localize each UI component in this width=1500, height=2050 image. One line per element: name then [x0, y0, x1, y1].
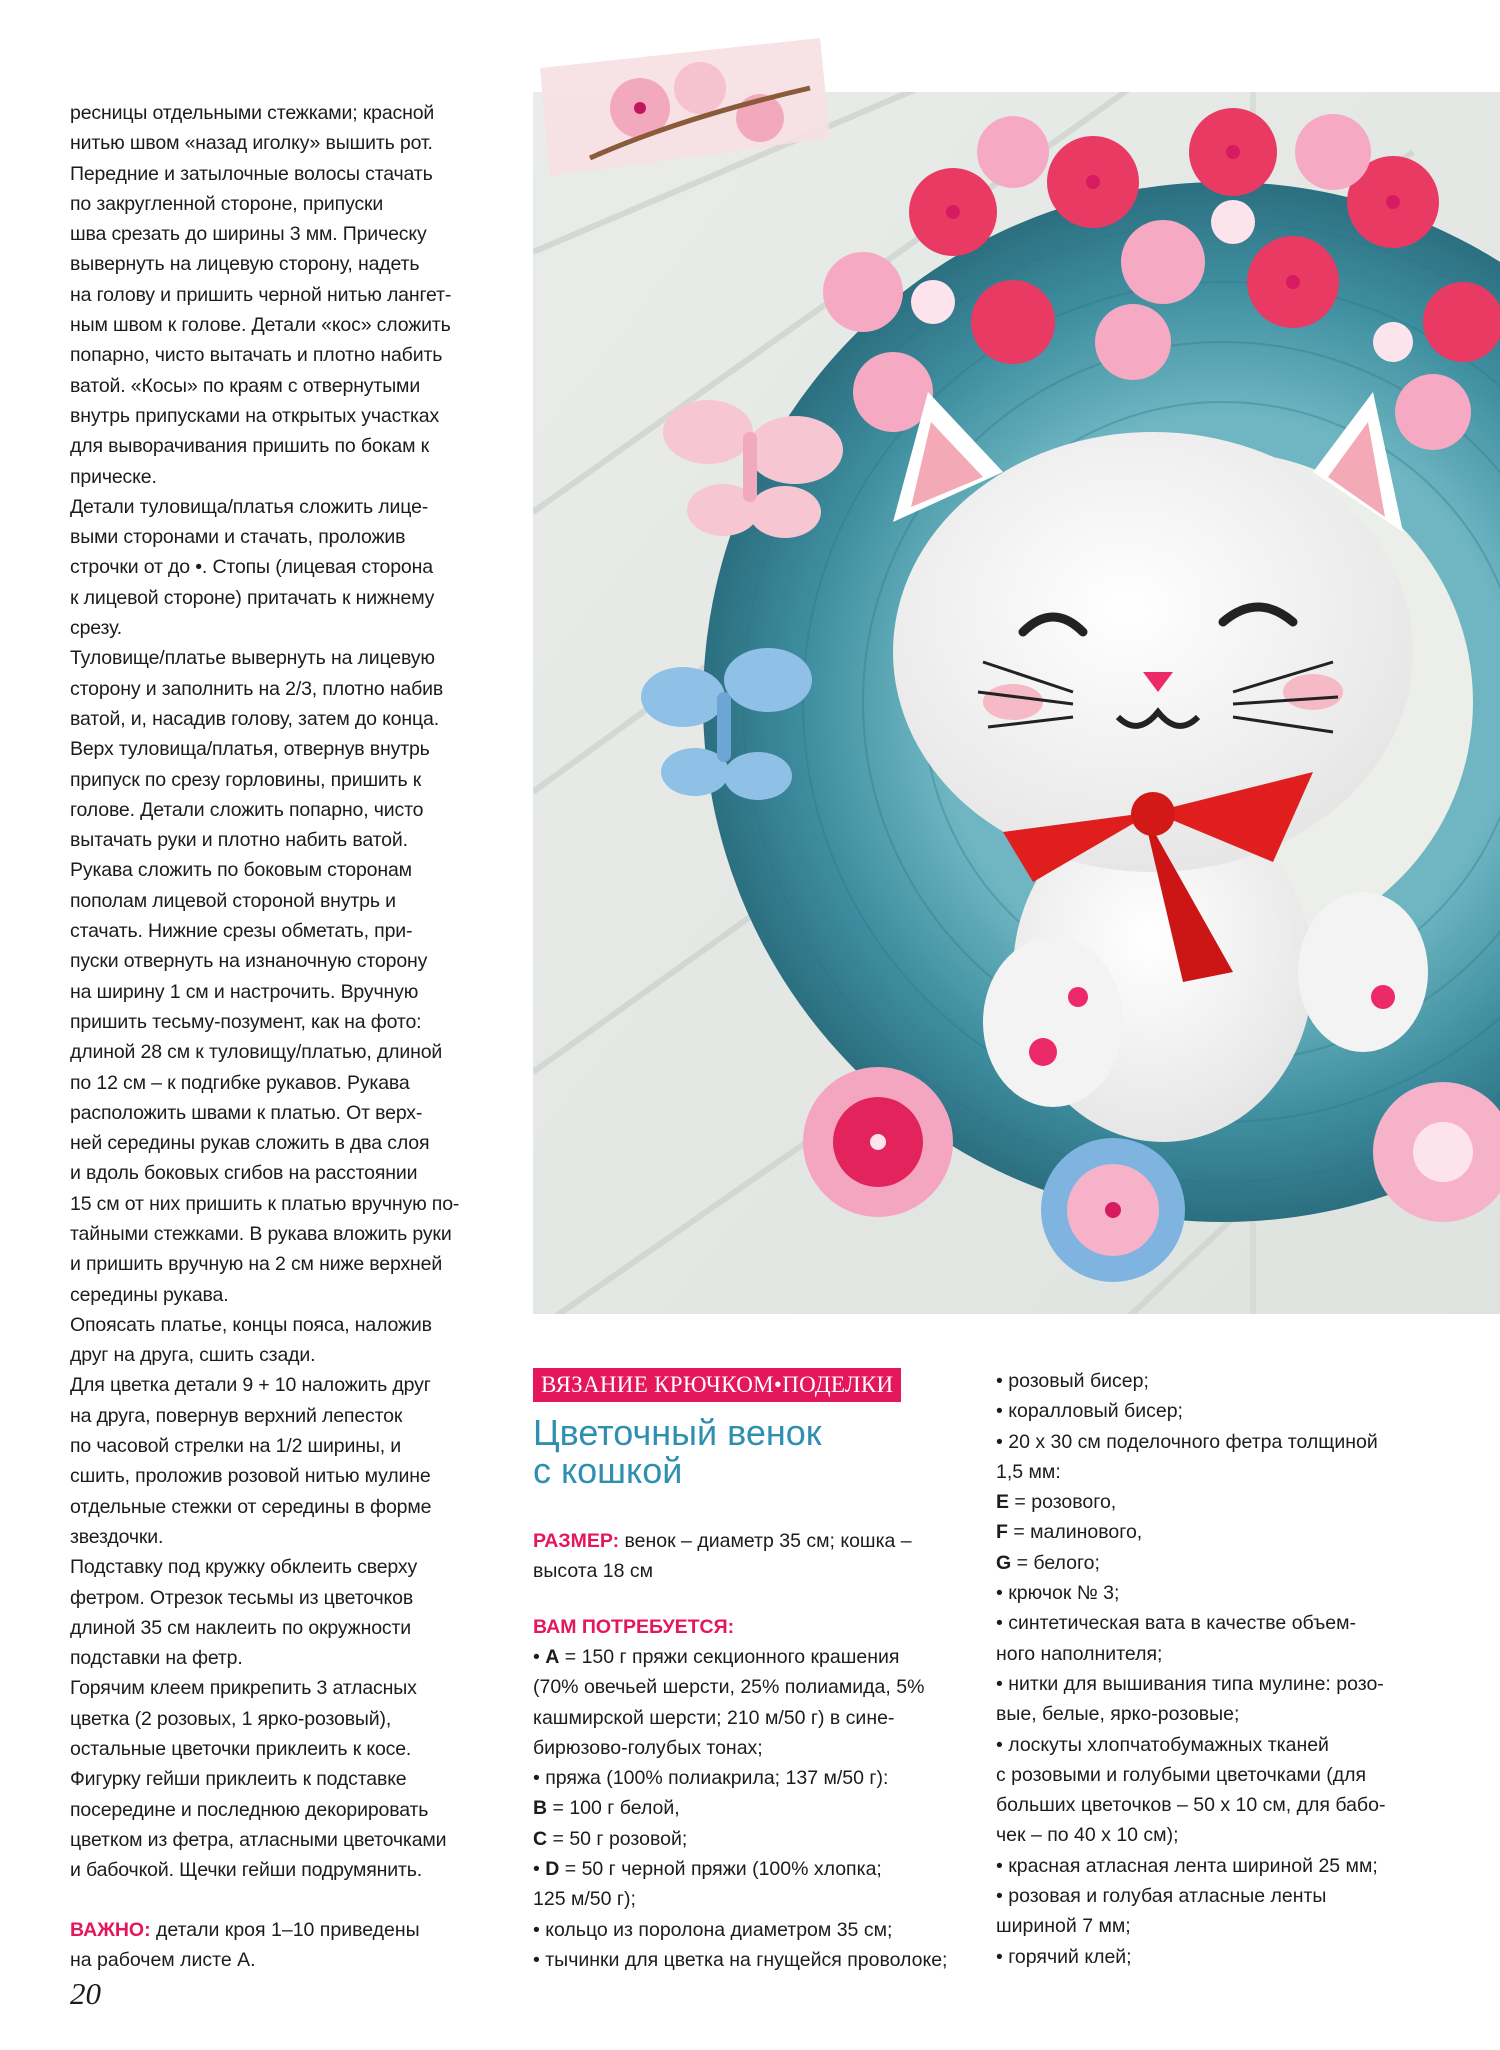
body-text-line: Верх туловища/платья, отвернув внутрь	[70, 738, 430, 761]
materials-text: • лоскуты хлопчатобумажных тканей	[996, 1733, 1329, 1756]
body-text-line: срезу.	[70, 617, 123, 640]
materials-item	[533, 1672, 978, 1702]
body-text-line: и бабочкой. Щечки гейши подрумянить.	[70, 1859, 423, 1882]
title-line-2: с кошкой	[533, 1450, 683, 1491]
body-text-line: посередине и последнюю декорировать	[70, 1798, 429, 1821]
materials-item	[996, 1396, 1436, 1426]
body-text-line: и пришить вручную на 2 см ниже верхней	[70, 1253, 443, 1276]
decorative-tape	[530, 28, 830, 178]
materials-text: = 150 г пряжи секционного крашения	[559, 1646, 900, 1668]
materials-item	[996, 1639, 1436, 1669]
body-text-line: Детали туловища/платья сложить лице-	[70, 495, 429, 518]
body-text-line: сшить, проложив розовой нитью мулине	[70, 1465, 431, 1488]
materials-text: 1,5 мм:	[996, 1460, 1061, 1483]
materials-heading: ВАМ ПОТРЕБУЕТСЯ:	[533, 1616, 735, 1638]
materials-item	[996, 1457, 1436, 1487]
materials-text: • тычинки для цветка на гнущейся проволоке;	[533, 1948, 948, 1971]
body-text-line: длиной 35 см наклеить по окружности	[70, 1616, 412, 1639]
materials-text: • розовая и голубая атласные ленты	[996, 1885, 1327, 1908]
materials-text: = 100 г белой,	[547, 1797, 680, 1820]
body-text-line: Для цветка детали 9 + 10 наложить друг	[70, 1374, 431, 1397]
materials-item	[533, 1915, 978, 1945]
materials-text: кашмирской шерсти; 210 м/50 г) в сине-	[533, 1706, 895, 1729]
body-text-line: попарно, чисто вытачать и плотно набить	[70, 344, 443, 367]
bullet: •	[533, 1858, 546, 1881]
materials-item	[996, 1608, 1436, 1638]
materials-text: = белого;	[1011, 1551, 1100, 1574]
materials-text: (70% овечьей шерсти, 25% полиамида, 5%	[533, 1676, 925, 1699]
article-header-column	[533, 1368, 978, 1975]
materials-item	[996, 1578, 1436, 1608]
yarn-code: А	[545, 1646, 560, 1668]
body-text-line: подставки на фетр.	[70, 1647, 243, 1670]
materials-text: 125 м/50 г);	[533, 1888, 636, 1911]
materials-text: • пряжа (100% полиакрила; 137 м/50 г):	[533, 1767, 889, 1790]
materials-item	[996, 1881, 1436, 1911]
materials-item	[996, 1911, 1436, 1941]
body-text-line: остальные цветочки приклеить к косе.	[70, 1738, 412, 1761]
materials-text: • горячий клей;	[996, 1945, 1132, 1968]
yarn-code: Е	[996, 1491, 1010, 1514]
body-text-line: строчки от до •. Стопы (лицевая сторона	[70, 556, 433, 579]
body-text-line: шва срезать до ширины 3 мм. Прическу	[70, 223, 427, 246]
body-text-line: припуск по срезу горловины, пришить к	[70, 768, 422, 791]
materials-item	[533, 1793, 978, 1823]
materials-list-continued	[996, 1366, 1436, 1972]
page-number: 20	[70, 1976, 101, 2011]
body-text-line: цветком из фетра, атласными цветочками	[70, 1828, 447, 1851]
body-text-line: Опоясать платье, концы пояса, наложив	[70, 1313, 432, 1336]
body-text-line: прическе.	[70, 465, 157, 488]
materials-item	[533, 1763, 978, 1793]
size-text-1: венок – диаметр 35 см; кошка –	[619, 1530, 912, 1552]
body-text-line: нитью швом «назад иголку» вышить рот.	[70, 132, 433, 155]
body-text-line: друг на друга, сшить сзади.	[70, 1344, 316, 1367]
body-text-line: на ширину 1 см и настрочить. Вручную	[70, 980, 419, 1003]
bullet: •	[533, 1646, 546, 1668]
wreath-illustration	[533, 92, 1500, 1314]
materials-item	[996, 1760, 1436, 1790]
important-text-1: детали кроя 1–10 приведены	[150, 1919, 420, 1941]
yarn-code: F	[996, 1521, 1008, 1544]
materials-item	[996, 1669, 1436, 1699]
materials-item	[996, 1942, 1436, 1972]
body-text-line: фетром. Отрезок тесьмы из цветочков	[70, 1586, 414, 1609]
important-note	[70, 1915, 420, 1976]
body-text-line: тайными стежками. В рукава вложить руки	[70, 1222, 452, 1245]
body-text-line: к лицевой стороне) притачать к нижнему	[70, 586, 435, 609]
body-text-line: звездочки.	[70, 1525, 164, 1548]
article-title	[533, 1414, 978, 1490]
body-text-line: голове. Детали сложить попарно, чисто	[70, 798, 424, 821]
body-text-line: пришить тесьму-позумент, как на фото:	[70, 1010, 422, 1033]
materials-text: • 20 х 30 см поделочного фетра толщиной	[996, 1430, 1378, 1453]
body-text-line: пополам лицевой стороной внутрь и	[70, 889, 396, 912]
materials-item	[996, 1820, 1436, 1850]
materials-item	[996, 1366, 1436, 1396]
materials-item	[996, 1790, 1436, 1820]
body-text-line: на друга, повернув верхний лепесток	[70, 1404, 403, 1427]
wreath-photo	[533, 92, 1500, 1314]
body-text-line: 15 см от них пришить к платью вручную по-	[70, 1192, 460, 1215]
materials-text: • коралловый бисер;	[996, 1400, 1183, 1423]
body-text-line: отдельные стежки от середины в форме	[70, 1495, 432, 1518]
materials-text: шириной 7 мм;	[996, 1915, 1131, 1938]
body-text-line: ным швом к голове. Детали «кос» сложить	[70, 314, 451, 337]
materials-item	[533, 1824, 978, 1854]
materials-item	[533, 1703, 978, 1733]
materials-item	[533, 1884, 978, 1914]
materials-item	[533, 1945, 978, 1975]
materials-item	[996, 1427, 1436, 1457]
body-text-line: по часовой стрелки на 1/2 ширины, и	[70, 1435, 401, 1458]
body-text-line: Туловище/платье вывернуть на лицевую	[70, 647, 435, 670]
materials-text: • красная атласная лента шириной 25 мм;	[996, 1854, 1378, 1877]
size-text-2: высота 18 см	[533, 1560, 653, 1582]
yarn-code: D	[545, 1858, 560, 1881]
body-text-line: Передние и затылочные волосы стачать	[70, 162, 433, 185]
materials-text: вые, белые, ярко-розовые;	[996, 1703, 1240, 1726]
body-text-line: Подставку под кружку обклеить сверху	[70, 1556, 418, 1579]
title-line-1: Цветочный венок	[533, 1412, 822, 1453]
body-text-line: для выворачивания пришить по бокам к	[70, 435, 429, 458]
materials-item	[996, 1487, 1436, 1517]
materials-text: ного наполнителя;	[996, 1642, 1163, 1665]
left-text-column	[70, 98, 505, 1886]
important-text-2: на рабочем листе А.	[70, 1949, 256, 1972]
materials-text: бирюзово-голубых тонах;	[533, 1736, 763, 1759]
yarn-code: В	[533, 1797, 548, 1820]
materials-text: = малинового,	[1007, 1521, 1143, 1544]
materials-text: • кольцо из поролона диаметром 35 см;	[533, 1918, 893, 1941]
body-text-line: Рукава сложить по боковым сторонам	[70, 859, 412, 882]
body-text-line: цветка (2 розовых, 1 ярко-розовый),	[70, 1707, 392, 1730]
materials-text: с розовыми и голубыми цветочками (для	[996, 1763, 1367, 1786]
size-label: РАЗМЕР:	[533, 1530, 620, 1552]
materials-item	[533, 1733, 978, 1763]
materials-text: чек – по 40 х 10 см);	[996, 1824, 1179, 1847]
materials-item	[996, 1851, 1436, 1881]
body-text-line: стачать. Нижние срезы обметать, при-	[70, 920, 413, 943]
body-text-line: по закругленной стороне, припуски	[70, 192, 384, 215]
body-text-line: Горячим клеем прикрепить 3 атласных	[70, 1677, 417, 1700]
size-block	[533, 1526, 978, 1586]
materials-item	[996, 1548, 1436, 1578]
body-text-line: пуски отвернуть на изнаночную сторону	[70, 950, 428, 973]
body-text-line: середины рукава.	[70, 1283, 229, 1306]
yarn-code: G	[996, 1551, 1012, 1574]
body-text-line: внутрь припусками на открытых участках	[70, 404, 440, 427]
section-rubric: ВЯЗАНИЕ КРЮЧКОМ•ПОДЕЛКИ	[533, 1368, 901, 1402]
body-text-line: выми сторонами и стачать, проложив	[70, 526, 406, 549]
materials-list	[533, 1642, 978, 1975]
body-text-line: расположить швами к платью. От верх-	[70, 1101, 423, 1124]
materials-text: • нитки для вышивания типа мулине: розо-	[996, 1672, 1384, 1695]
body-text-line: на голову и пришить черной нитью лангет-	[70, 283, 452, 306]
body-text-line: по 12 см – к подгибке рукавов. Рукава	[70, 1071, 410, 1094]
materials-text: • синтетическая вата в качестве объем-	[996, 1612, 1356, 1635]
important-label: ВАЖНО:	[70, 1919, 151, 1941]
body-text-line: вывернуть на лицевую сторону, надеть	[70, 253, 420, 276]
body-text-line: вытачать руки и плотно набить ватой.	[70, 829, 408, 852]
body-text-line: ней середины рукав сложить в два слоя	[70, 1132, 430, 1155]
materials-text: = 50 г розовой;	[547, 1827, 688, 1850]
materials-text: больших цветочков – 50 х 10 см, для бабо-	[996, 1794, 1386, 1817]
materials-item	[533, 1854, 978, 1884]
materials-text: = розового,	[1009, 1491, 1117, 1514]
materials-text: • крючок № 3;	[996, 1582, 1120, 1605]
body-text-line: Фигурку гейши приклеить к подставке	[70, 1768, 407, 1791]
body-text-line: ватой. «Косы» по краям с отвернутыми	[70, 374, 421, 397]
body-text-line: длиной 28 см к туловищу/платью, длиной	[70, 1041, 443, 1064]
materials-item	[996, 1699, 1436, 1729]
body-text-line: ресницы отдельными стежками; красной	[70, 102, 435, 124]
materials-text: = 50 г черной пряжи (100% хлопка;	[559, 1858, 882, 1881]
materials-text: • розовый бисер;	[996, 1370, 1149, 1392]
body-text-line: сторону и заполнить на 2/3, плотно набив	[70, 677, 444, 700]
body-text-line: ватой, и, насадив голову, затем до конца.	[70, 707, 439, 730]
materials-item	[996, 1730, 1436, 1760]
body-text-line: и вдоль боковых сгибов на расстоянии	[70, 1162, 418, 1185]
yarn-code: С	[533, 1827, 548, 1850]
materials-item	[533, 1642, 978, 1672]
materials-item	[996, 1517, 1436, 1547]
